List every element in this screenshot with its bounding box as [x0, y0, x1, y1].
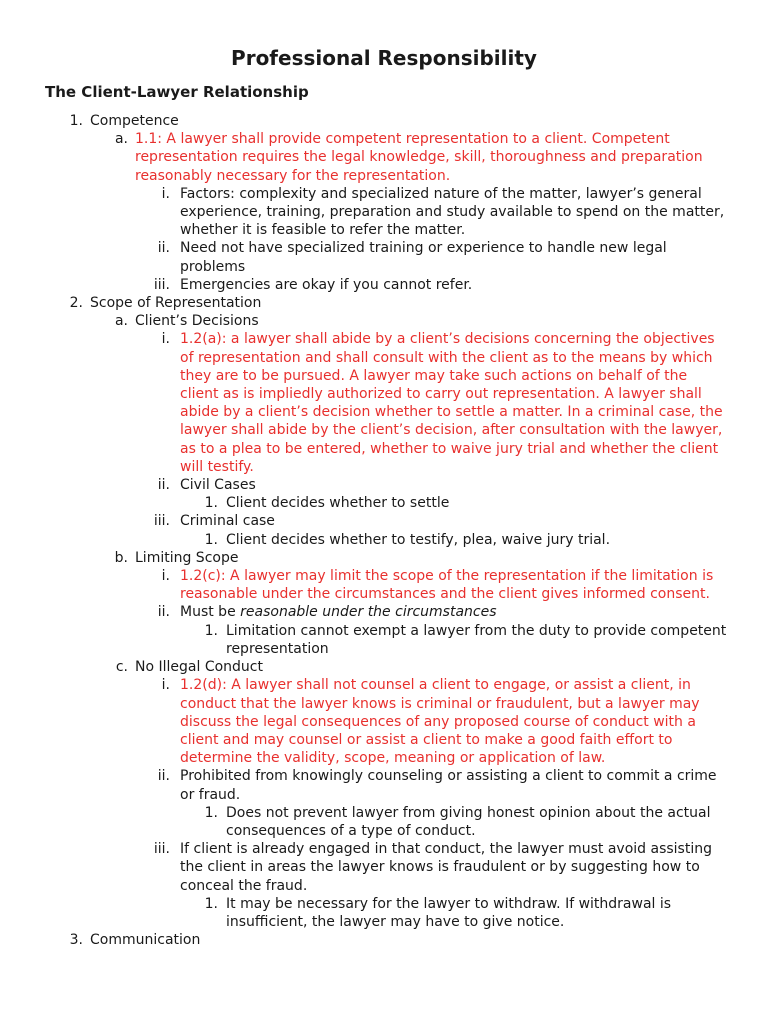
item-text [226, 494, 728, 512]
list-marker: iii. [153, 276, 170, 293]
outline-item-level-1 [0, 931, 768, 949]
item-text [226, 895, 728, 931]
list-marker: ii. [157, 477, 170, 494]
list-marker: i. [161, 185, 170, 202]
item-text-content: Competence [90, 113, 179, 129]
outline-item-level-1 [0, 112, 768, 130]
item-text-content: Criminal case [180, 513, 275, 530]
item-text-content: Factors: complexity and specialized nature of the matter, lawyer’s general experience, training, preparation and study available to spend on the matter, whether it is feasible to refer the matter. [180, 185, 725, 239]
outline-item-level-3 [0, 767, 768, 803]
list-marker: iii. [153, 841, 170, 858]
item-text [180, 276, 728, 294]
item-text [135, 312, 728, 330]
list-marker: 3. [69, 932, 83, 949]
outline-item-level-2 [0, 130, 768, 185]
item-text [90, 931, 728, 949]
outline-item-level-4 [0, 622, 768, 658]
rule-text [180, 676, 728, 767]
outline-item-level-3 [0, 603, 768, 621]
item-text-content: 1.1: A lawyer shall provide competent representation to a client. Competent representation requires the legal knowledge, skill, thoroughness and preparation reasonably necessary for the representation. [135, 131, 703, 184]
emphasis-text: reasonable under the circumstances [240, 604, 497, 621]
outline-item-level-3 [0, 676, 768, 767]
list-marker: c. [115, 659, 128, 676]
item-text-content: Communication [90, 932, 201, 949]
item-text [180, 840, 728, 895]
item-text [180, 767, 728, 803]
list-marker: ii. [157, 768, 170, 785]
list-marker: 1. [204, 622, 218, 639]
item-text [90, 294, 728, 312]
item-text [180, 185, 728, 240]
item-text [226, 531, 728, 549]
outline-item-level-4 [0, 494, 768, 512]
item-text-content: Civil Cases [180, 477, 256, 494]
item-text-content: If client is already engaged in that conduct, the lawyer must avoid assisting the client in areas the lawyer knows is fraudulent or by suggesting how to conceal the fraud. [180, 841, 712, 894]
item-text-content: 1.2(c): A lawyer may limit the scope of the representation if the limitation is reasonable under the circumstances and the client gives informed consent. [180, 568, 714, 603]
outline-item-level-3 [0, 476, 768, 494]
list-marker: 1. [204, 804, 218, 821]
list-marker: i. [161, 677, 170, 694]
outline-item-level-4 [0, 531, 768, 549]
outline-item-level-3 [0, 239, 768, 275]
outline-list [0, 112, 768, 949]
list-marker: 2. [69, 295, 83, 312]
item-text-content: Limitation cannot exempt a lawyer from the duty to provide competent representation [226, 622, 727, 657]
list-marker: i. [161, 331, 170, 348]
rule-text [180, 330, 728, 476]
item-text [226, 804, 728, 840]
item-text [226, 622, 728, 658]
item-text [180, 603, 728, 621]
item-text-content: Client’s Decisions [135, 313, 259, 330]
list-marker: ii. [157, 604, 170, 621]
list-marker: 1. [69, 113, 83, 129]
item-text [90, 112, 728, 130]
item-text [135, 549, 728, 567]
outline-item-level-2 [0, 549, 768, 567]
item-text-content: 1.2(a): a lawyer shall abide by a client’s decisions concerning the objectives of representation and shall consult with the client as to the means by which they are to be pursued. A lawyer may take such actions on behalf of the client as is impliedly authorized to carry out representation. A lawyer shall abide by a client’s decision whether to settle a matter. In a criminal case, the lawyer shall abide by the client’s decision, after consultation with the lawyer, as to a plea to be entered, whether to waive jury trial and whether the client will testify. [180, 331, 723, 475]
list-marker: 1. [204, 531, 218, 548]
outline-item-level-2 [0, 658, 768, 676]
item-text [180, 476, 728, 494]
item-text-content: No Illegal Conduct [135, 659, 263, 676]
outline-item-level-3 [0, 330, 768, 476]
section-heading: The Client-Lawyer Relationship [45, 83, 309, 101]
outline-item-level-4 [0, 895, 768, 931]
list-marker: a. [114, 131, 128, 148]
outline-item-level-3 [0, 840, 768, 895]
item-text-content: Scope of Representation [90, 295, 262, 312]
list-marker: a. [114, 313, 128, 330]
item-text-content: 1.2(d): A lawyer shall not counsel a client to engage, or assist a client, in conduct that the lawyer knows is criminal or fraudulent, but a lawyer may discuss the legal consequences of any proposed course of conduct with a client and may counsel or assist a client to make a good faith effort to determine the validity, scope, meaning or application of law. [180, 677, 700, 767]
list-marker: ii. [157, 240, 170, 257]
outline-item-level-3 [0, 276, 768, 294]
item-text [180, 239, 728, 275]
outline-item-level-3 [0, 185, 768, 240]
item-text-content: Prohibited from knowingly counseling or assisting a client to commit a crime or fraud. [180, 768, 717, 803]
outline-item-level-2 [0, 312, 768, 330]
outline-item-level-1 [0, 294, 768, 312]
rule-text [180, 567, 728, 603]
list-marker: i. [161, 568, 170, 585]
outline-item-level-4 [0, 804, 768, 840]
item-text-content: Client decides whether to settle [226, 495, 450, 512]
item-text-content: Limiting Scope [135, 549, 239, 566]
item-text-content: It may be necessary for the lawyer to withdraw. If withdrawal is insufficient, the lawyer may have to give notice. [226, 895, 672, 930]
list-marker: iii. [153, 513, 170, 530]
item-text-content: Emergencies are okay if you cannot refer. [180, 276, 473, 293]
outline-item-level-3 [0, 567, 768, 603]
item-text [180, 512, 728, 530]
item-text-content: Need not have specialized training or experience to handle new legal problems [180, 240, 667, 275]
outline-item-level-3 [0, 512, 768, 530]
item-text [135, 658, 728, 676]
document-title: Professional Responsibility [231, 46, 537, 70]
list-marker: 1. [204, 895, 218, 912]
list-marker: b. [114, 549, 128, 566]
item-text-content: Does not prevent lawyer from giving honest opinion about the actual consequences of a type of conduct. [226, 804, 711, 839]
item-text-content: Must be [180, 604, 241, 621]
rule-text [135, 130, 728, 185]
item-text-content: Client decides whether to testify, plea, waive jury trial. [226, 531, 611, 548]
list-marker: 1. [204, 495, 218, 512]
